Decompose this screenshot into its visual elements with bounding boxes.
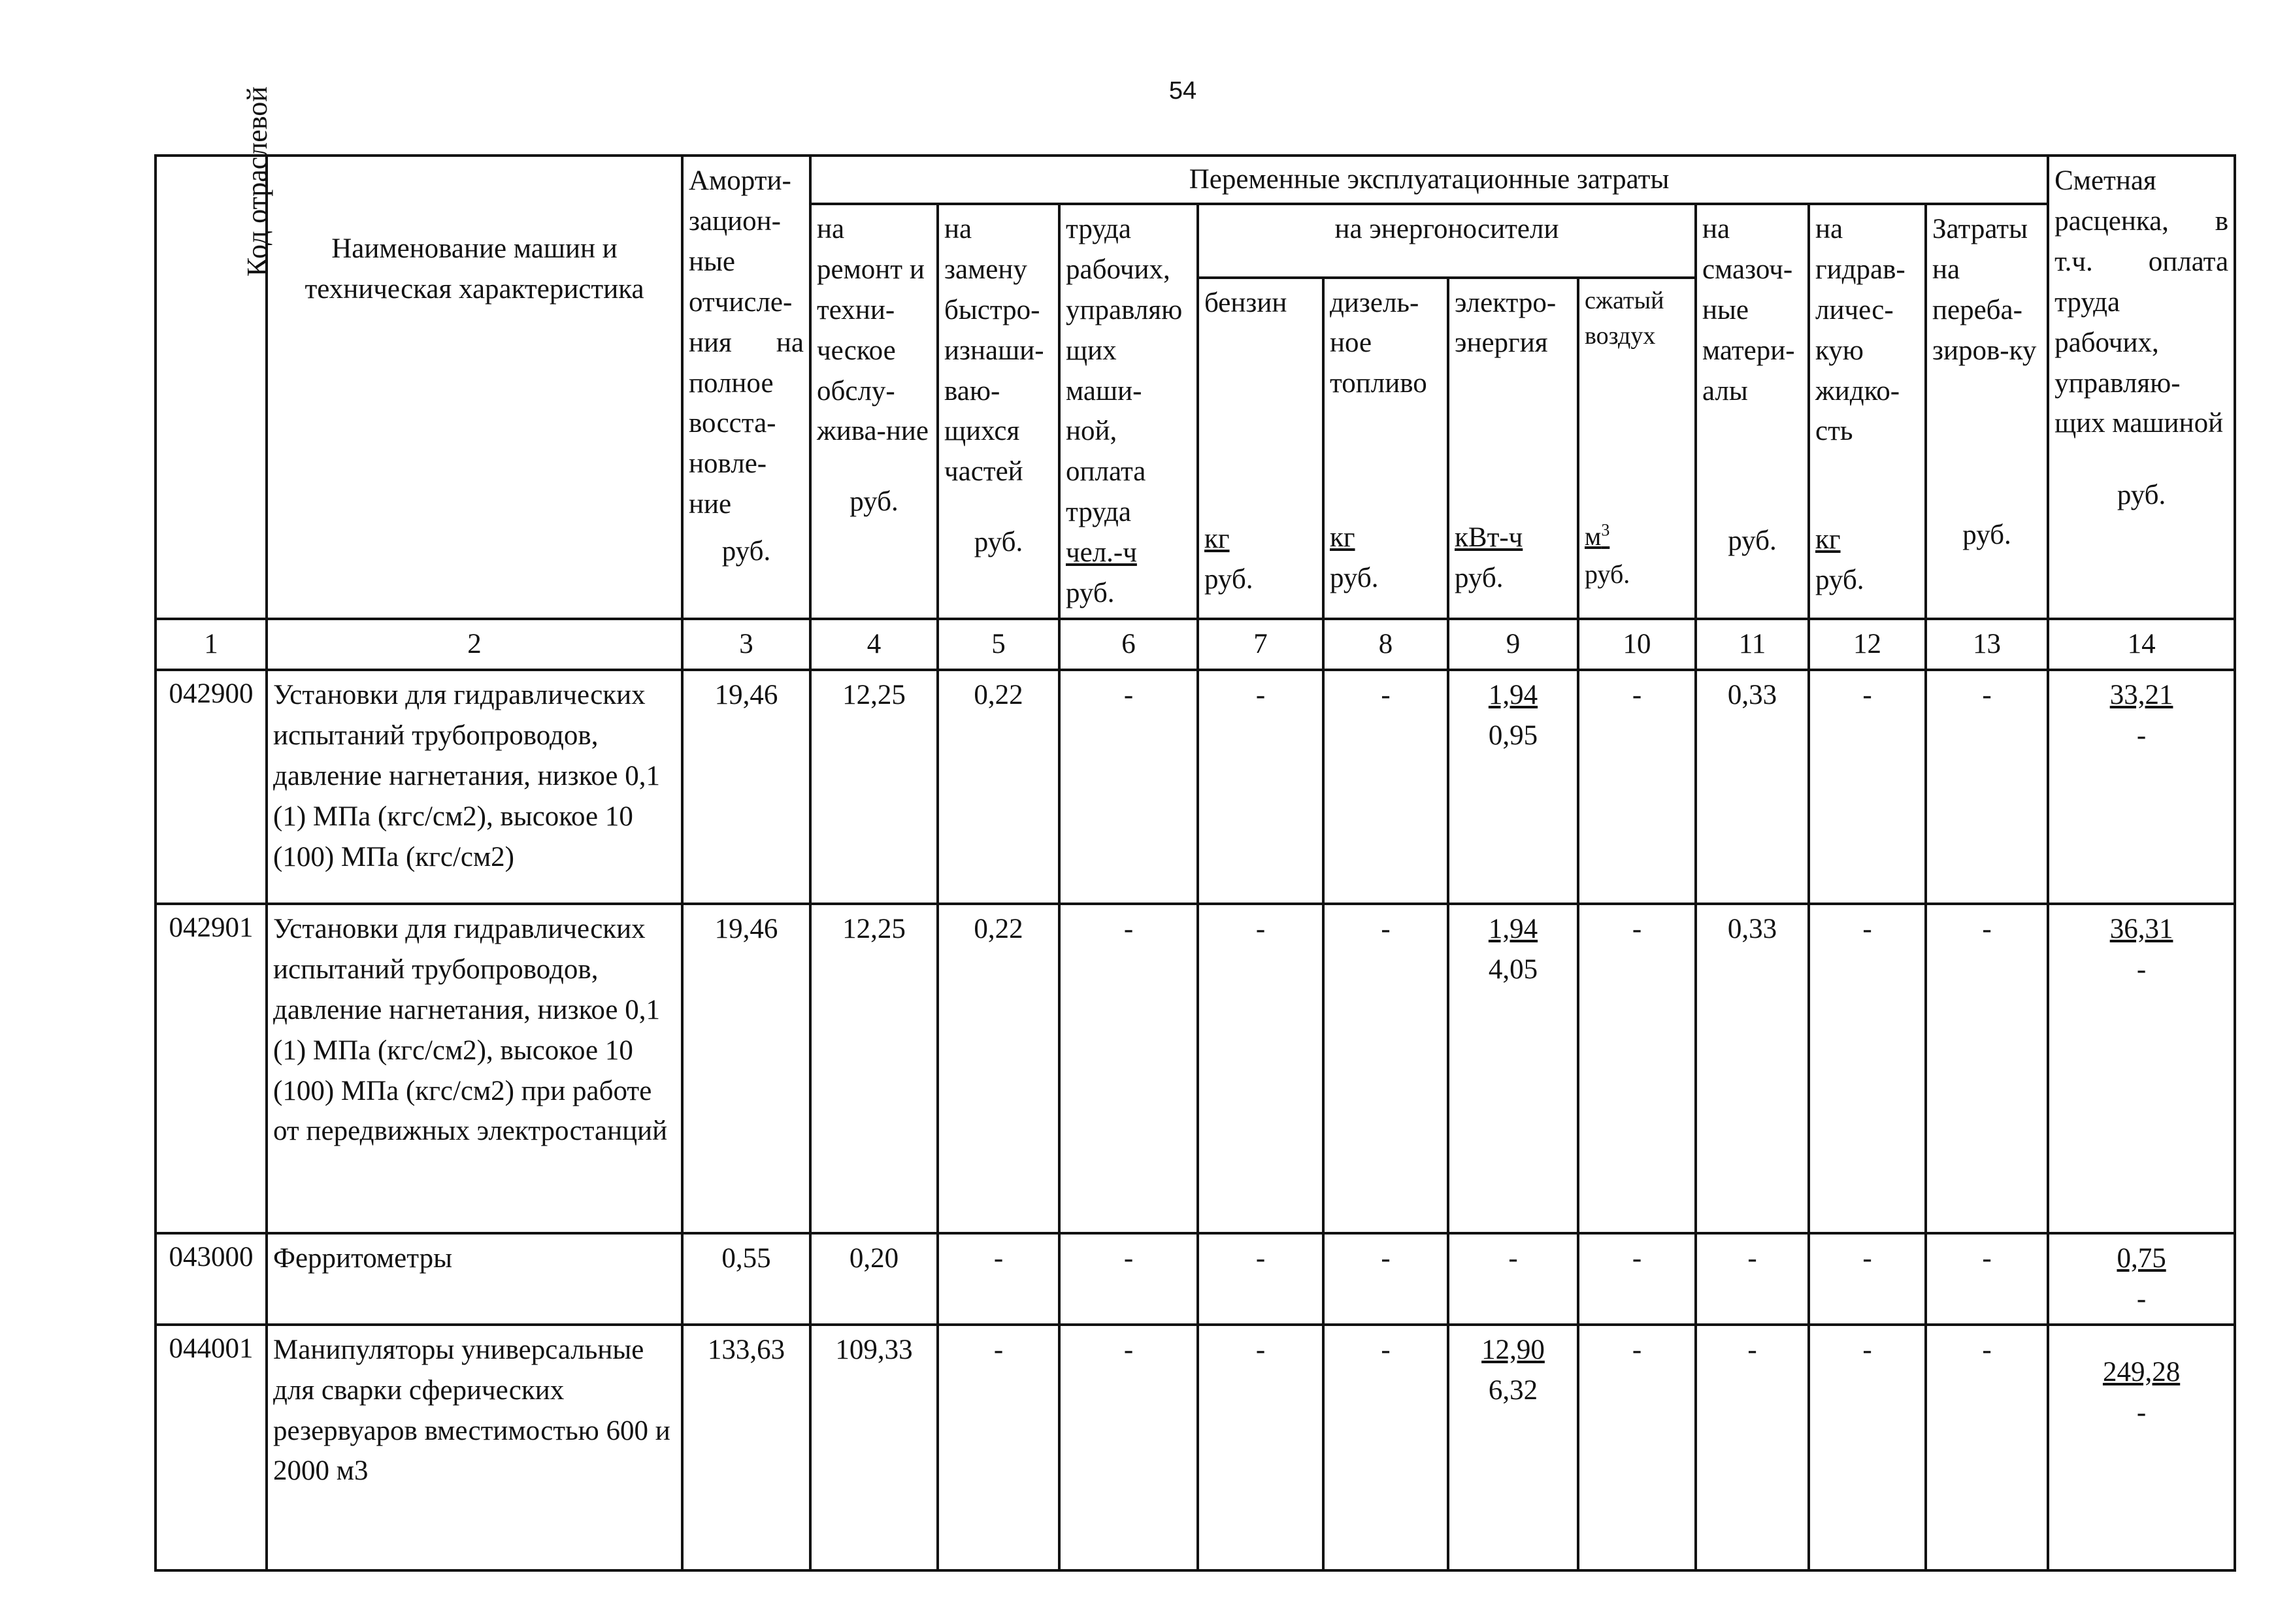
- relocation-label: Затраты на переба-зиров-ку: [1932, 213, 2037, 366]
- air-label: сжатый воздух: [1585, 286, 1664, 350]
- electric-rub: 6,32: [1488, 1374, 1538, 1406]
- col-num-8: 8: [1323, 619, 1448, 670]
- row-hydro: -: [1809, 670, 1926, 904]
- labor-unit-bottom: руб.: [1066, 578, 1115, 609]
- labor-unit-top: чел.-ч: [1066, 537, 1137, 569]
- electric-qty: -: [1508, 1242, 1518, 1274]
- row-amort: 19,46: [682, 904, 810, 1233]
- row-name: Манипуляторы универсальные для сварки сферических резервуаров вместимостью 600 и 2000 м3: [267, 1325, 682, 1570]
- header-labor: [1059, 204, 1198, 619]
- row-repair: 109,33: [810, 1325, 938, 1570]
- electric-unit-top: кВт-ч: [1455, 522, 1523, 554]
- row-air: -: [1578, 1233, 1696, 1325]
- row-parts: 0,22: [938, 904, 1059, 1233]
- row-hydro: -: [1809, 1325, 1926, 1570]
- row-code: 043000: [156, 1233, 267, 1325]
- estimate-fraction: [2117, 1238, 2166, 1319]
- col-num-12: 12: [1809, 619, 1926, 670]
- row-amort: 133,63: [682, 1325, 810, 1570]
- electric-qty: 12,90: [1481, 1334, 1545, 1365]
- estimate-total: 36,31: [2109, 913, 2173, 944]
- repair-unit: руб.: [850, 486, 899, 518]
- col-num-3: 3: [682, 619, 810, 670]
- diesel-unit-top: кг: [1330, 522, 1355, 554]
- header-repair: [810, 204, 938, 619]
- hydro-unit-top: кг: [1815, 524, 1841, 555]
- row-repair: 0,20: [810, 1233, 938, 1325]
- relocation-unit: руб.: [1962, 519, 2011, 550]
- row-parts: -: [938, 1325, 1059, 1570]
- row-diesel: -: [1323, 1325, 1448, 1570]
- row-diesel: -: [1323, 670, 1448, 904]
- header-estimate: [2048, 156, 2235, 619]
- column-number-row: [156, 619, 2235, 670]
- row-name: Установки для гидравлических испытаний трубопроводов, давление нагнетания, низкое 0,1 (1) МПа (кгс/см2), высокое 10 (100) МПа (кгс/см2) при работе от передвижных электростанций: [267, 904, 682, 1233]
- row-petrol: -: [1198, 1325, 1323, 1570]
- col-num-11: 11: [1696, 619, 1809, 670]
- electric-label: электро-энергия: [1455, 287, 1557, 359]
- petrol-unit-top: кг: [1204, 523, 1230, 555]
- row-code: 042900: [156, 670, 267, 904]
- row-relocation: -: [1926, 904, 2048, 1233]
- estimate-total: 33,21: [2109, 679, 2173, 710]
- petrol-label: бензин: [1204, 287, 1287, 318]
- air-unit-sup: 3: [1601, 520, 1610, 540]
- header-relocation: [1926, 204, 2048, 619]
- header-name: [267, 156, 682, 619]
- header-lube: [1696, 204, 1809, 619]
- code-label: Код отраслевой: [240, 86, 273, 277]
- electric-fraction: [1489, 675, 1538, 756]
- row-estimate: [2048, 1233, 2235, 1325]
- row-electric: [1448, 904, 1578, 1233]
- header-variable: [810, 156, 2048, 204]
- electric-rub: 4,05: [1488, 953, 1538, 985]
- row-code: 044001: [156, 1325, 267, 1570]
- row-lube: 0,33: [1696, 904, 1809, 1233]
- row-labor: -: [1059, 904, 1198, 1233]
- header-electric: [1448, 278, 1578, 619]
- estimate-labor: -: [2136, 1283, 2147, 1314]
- row-diesel: -: [1323, 1233, 1448, 1325]
- table-row: [156, 670, 2235, 904]
- variable-label: Переменные эксплуатационные затраты: [1189, 164, 1670, 195]
- row-labor: -: [1059, 1325, 1198, 1570]
- amort-unit: руб.: [721, 536, 771, 567]
- hydro-label: на гидрав-личес-кую жидко-сть: [1815, 213, 1905, 447]
- row-repair: 12,25: [810, 670, 938, 904]
- air-unit-m: м: [1585, 522, 1602, 552]
- header-parts: [938, 204, 1059, 619]
- labor-label: труда рабочих, управляю щих маши-ной, оплата труда: [1066, 213, 1183, 528]
- page-number: 54: [1168, 77, 1197, 105]
- estimate-fraction: [2110, 675, 2173, 756]
- row-relocation: -: [1926, 1325, 2048, 1570]
- row-relocation: -: [1926, 670, 2048, 904]
- electric-qty: 1,94: [1488, 679, 1538, 710]
- row-diesel: -: [1323, 904, 1448, 1233]
- header-amort: [682, 156, 810, 619]
- hydro-unit-bottom: руб.: [1815, 565, 1864, 596]
- diesel-unit-bottom: руб.: [1330, 563, 1379, 594]
- lube-unit: руб.: [1728, 525, 1777, 557]
- row-electric: [1448, 670, 1578, 904]
- row-air: -: [1578, 904, 1696, 1233]
- row-petrol: -: [1198, 670, 1323, 904]
- col-num-1: 1: [156, 619, 267, 670]
- estimate-total: 0,75: [2117, 1242, 2166, 1274]
- row-parts: -: [938, 1233, 1059, 1325]
- estimate-labor: -: [2136, 720, 2147, 751]
- name-label: Наименование машин и техническая характеристика: [305, 233, 644, 305]
- estimate-fraction: [2103, 1352, 2180, 1433]
- col-num-14: 14: [2048, 619, 2235, 670]
- col-num-5: 5: [938, 619, 1059, 670]
- header-diesel: [1323, 278, 1448, 619]
- row-estimate: [2048, 1325, 2235, 1570]
- energy-label: на энергоносители: [1334, 213, 1559, 244]
- row-name: Установки для гидравлических испытаний трубопроводов, давление нагнетания, низкое 0,1 (1) МПа (кгс/см2), высокое 10 (100) МПа (кгс/см2): [267, 670, 682, 904]
- electric-fraction: [1489, 909, 1538, 990]
- estimate-labor: -: [2136, 953, 2147, 985]
- col-num-7: 7: [1198, 619, 1323, 670]
- row-petrol: -: [1198, 1233, 1323, 1325]
- electric-unit-bottom: руб.: [1455, 563, 1504, 594]
- row-petrol: -: [1198, 904, 1323, 1233]
- parts-unit: руб.: [974, 527, 1023, 558]
- col-num-13: 13: [1926, 619, 2048, 670]
- row-amort: 0,55: [682, 1233, 810, 1325]
- header-petrol: [1198, 278, 1323, 619]
- row-name: Ферритометры: [267, 1233, 682, 1325]
- row-code: 042901: [156, 904, 267, 1233]
- diesel-label: дизель-ное топливо: [1330, 287, 1427, 399]
- col-num-2: 2: [267, 619, 682, 670]
- estimate-unit: руб.: [2117, 480, 2166, 511]
- row-air: -: [1578, 670, 1696, 904]
- row-estimate: [2048, 904, 2235, 1233]
- row-labor: -: [1059, 670, 1198, 904]
- petrol-unit-bottom: руб.: [1204, 564, 1253, 595]
- estimate-labor: -: [2136, 1397, 2147, 1428]
- air-unit-top: [1585, 518, 1689, 555]
- table-row: [156, 904, 2235, 1233]
- col-num-9: 9: [1448, 619, 1578, 670]
- electric-qty: 1,94: [1488, 913, 1538, 944]
- header-row-1: [156, 156, 2235, 204]
- electric-fraction: [1481, 1330, 1545, 1411]
- header-code: [156, 86, 273, 619]
- row-labor: -: [1059, 1233, 1198, 1325]
- row-hydro: -: [1809, 1233, 1926, 1325]
- header-air: [1578, 278, 1696, 619]
- col-num-6: 6: [1059, 619, 1198, 670]
- amort-label: Аморти-зацион-ные отчисле-ния на полное восста-новле-ние: [689, 165, 804, 520]
- table-row: [156, 1325, 2235, 1570]
- row-air: -: [1578, 1325, 1696, 1570]
- col-num-4: 4: [810, 619, 938, 670]
- lube-label: на смазоч-ные матери-алы: [1702, 213, 1795, 406]
- row-lube: -: [1696, 1233, 1809, 1325]
- row-estimate: [2048, 670, 2235, 904]
- air-unit-bottom: руб.: [1585, 559, 1630, 589]
- row-electric: [1448, 1325, 1578, 1570]
- row-lube: 0,33: [1696, 670, 1809, 904]
- row-repair: 12,25: [810, 904, 938, 1233]
- row-hydro: -: [1809, 904, 1926, 1233]
- table-row: [156, 1233, 2235, 1325]
- row-parts: 0,22: [938, 670, 1059, 904]
- estimate-label: Сметная расценка, в т.ч. оплата труда рабочих, управляю-щих машиной: [2054, 165, 2229, 439]
- col-num-10: 10: [1578, 619, 1696, 670]
- row-electric: [1448, 1233, 1578, 1325]
- electric-rub: 0,95: [1488, 720, 1538, 751]
- header-hydro: [1809, 204, 1926, 619]
- parts-label: на замену быстро-изнаши-ваю-щихся частей: [944, 213, 1044, 488]
- row-relocation: -: [1926, 1233, 2048, 1325]
- estimate-total: 249,28: [2102, 1356, 2181, 1387]
- header-energy: [1198, 204, 1696, 278]
- estimate-fraction: [2110, 909, 2173, 990]
- row-amort: 19,46: [682, 670, 810, 904]
- repair-label: на ремонт и техни-ческое обслу-жива-ние: [817, 213, 929, 447]
- row-lube: -: [1696, 1325, 1809, 1570]
